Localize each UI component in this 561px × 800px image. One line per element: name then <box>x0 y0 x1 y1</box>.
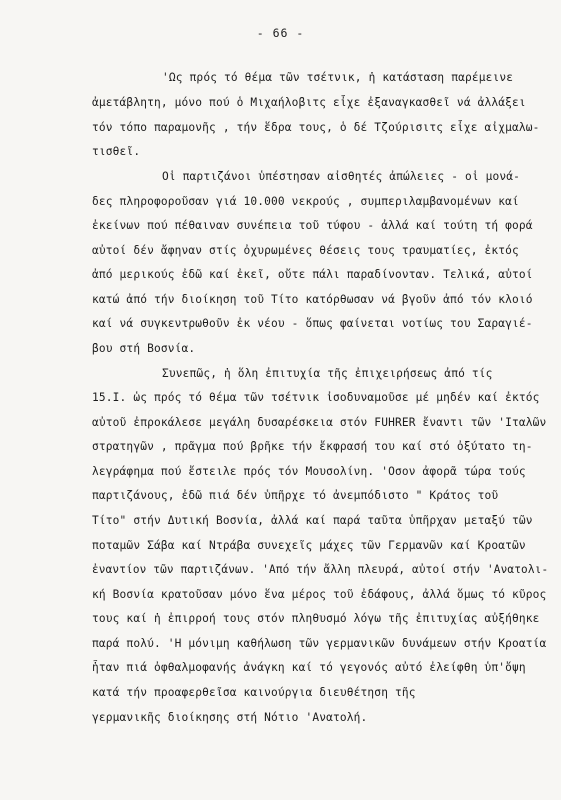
text-line-1: 'Ως πρός τό θέμα τῶν τσέτνικ, ἡ κατάσταση παρέμεινε <box>162 71 514 84</box>
text-line-26: κατά τήν προαφερθεῖσα καινούργια διευθέτηση τῆς <box>92 686 416 699</box>
text-line-18: παρτιζάνους, ἐδῶ πιά δέν ὑπῆρχε τό ἀνεμπόδιστο " Κράτος τοῦ <box>92 489 499 502</box>
text-line-3: τόν τόπο παραμονῆς , τήν ἕδρα τους, ὁ δέ Τζούρισιτς εἶχε αἰχμαλω- <box>92 121 540 134</box>
text-line-21: ἐναντίον τῶν παρτιζάνων. 'Από τήν ἄλλη πλευρά, αὐτοί στήν 'Ανατολι- <box>92 563 549 576</box>
text-line-12: βου στή Βοσνία. <box>92 342 196 355</box>
text-line-11: καί νά συγκεντρωθοῦν ἐκ νέου - ὅπως φαίνεται νοτίως του Σαραγιέ- <box>92 317 533 330</box>
text-line-9: ἀπό μερικούς ἐδῶ καί ἐκεῖ, οὔτε πάλι παραδίνονταν. Τελικά, αὐτοί <box>92 268 533 281</box>
text-line-19: Τίτο" στήν Δυτική Βοσνία, ἀλλά καί παρά ταῦτα ὑπῆρχαν μεταξύ τῶν <box>92 514 533 527</box>
text-line-10: κατώ ἀπό τήν διοίκηση τοῦ Τίτο κατόρθωσαν νά βγοῦν ἀπό τόν κλοιό <box>92 293 533 306</box>
text-line-17: λεγράφημα πού ἔστειλε πρός τόν Μουσολίνη. 'Οσον ἀφορᾶ τώρα τούς <box>92 465 526 478</box>
text-line-6: δες πληροφοροῦσαν γιά 10.000 νεκρούς , συμπεριλαμβανομένων καί <box>92 195 519 208</box>
text-line-27: γερμανικῆς διοίκησης στή Νότιο 'Ανατολή. <box>92 711 368 724</box>
text-line-15: αὐτοῦ ἐπροκάλεσε μεγάλη δυσαρέσκεια στόν FUHRER ἔναντι τῶν 'Ιταλῶν <box>92 416 547 429</box>
text-line-25: ἦταν πιά ὀφθαλμοφανής ἀνάγκη καί τό γεγονός αὐτό ἐλείφθη ὑπ'ὄψη <box>92 661 526 674</box>
text-line-4: τισθεῖ. <box>92 145 141 158</box>
text-line-24: παρά πολύ. 'Η μόνιμη καθήλωση τῶν γερμανικῶν δυνάμεων στήν Κροατία <box>92 637 547 650</box>
text-line-16: στρατηγῶν , πρᾶγμα πού βρῆκε τήν ἔκφρασή του καί στό ὀξύτατο τη- <box>92 440 533 453</box>
page-number: - 66 - <box>256 26 305 40</box>
text-line-13: Συνεπῶς, ἡ ὅλη ἐπιτυχία τῆς ἐπιχειρήσεως ἀπό τίς <box>162 367 493 380</box>
text-line-20: ποταμῶν Σάβα καί Ντράβα συνεχεῖς μάχες τῶν Γερμανῶν καί Κροατῶν <box>92 539 526 552</box>
text-line-2: ἀμετάβλητη, μόνο πού ὁ Μιχαήλοβιτς εἶχε ἐξαναγκασθεῖ νά ἀλλάξει <box>92 96 526 109</box>
text-line-22: κή Βοσνία κρατοῦσαν μόνο ἕνα μέρος τοῦ ἐδάφους, ἀλλά ὅμως τό κῦρος <box>92 588 547 601</box>
text-line-23: τους καί ἡ ἐπιρροή τους στόν πληθυσμό λόγω τῆς ἐπιτυχίας αὐξήθηκε <box>92 612 540 625</box>
text-line-14: 15.Ι. ὡς πρός τό θέμα τῶν τσέτνικ ἰσοδυναμοῦσε μέ μηδέν καί ἐκτός <box>92 391 540 404</box>
text-line-5: Οἱ παρτιζάνοι ὑπέστησαν αἰσθητές ἀπώλειες - οἱ μονά- <box>162 170 521 183</box>
text-line-7: ἐκείνων πού πέθαιναν συνέπεια τοῦ τύφου - ἀλλά καί τούτη τή φορά <box>92 219 533 232</box>
text-line-8: αὐτοί δέν ἄφηναν στίς ὀχυρωμένες θέσεις τους τραυματίες, ἐκτός <box>92 244 519 257</box>
